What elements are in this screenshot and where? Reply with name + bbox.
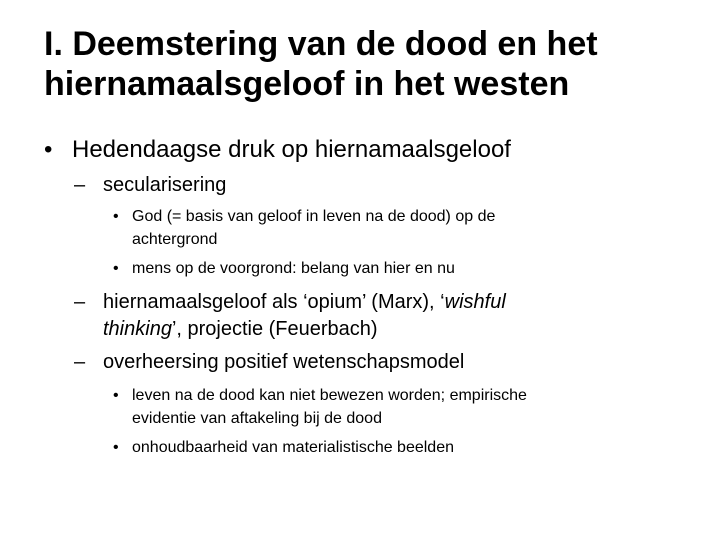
point-leven-line-1: leven na de dood kan niet bewezen worden; empirische	[132, 387, 527, 404]
bullet-marker: •	[113, 208, 119, 225]
wishful-text: wishful	[444, 291, 506, 313]
bullet-marker: •	[113, 387, 119, 404]
bullet-marker: •	[113, 260, 119, 277]
projectie-text: ’, projectie (Feuerbach)	[171, 318, 378, 340]
opium-text: hiernamaalsgeloof als ‘opium’ (Marx), ‘	[103, 291, 445, 313]
sub-item-opium-line-2	[103, 316, 378, 343]
bullet-item-heading: Hedendaagse druk op hiernamaalsgeloof	[72, 136, 511, 163]
title-line-1: I. Deemstering van de dood en het	[44, 25, 598, 63]
sub-item-wetenschapsmodel: overheersing positief wetenschapsmodel	[103, 351, 465, 373]
dash-marker: –	[74, 291, 86, 313]
point-materialistische: onhoudbaarheid van materialistische beelden	[132, 439, 454, 456]
dash-marker: –	[74, 351, 86, 373]
point-god-line-2: achtergrond	[132, 231, 218, 248]
point-god-line-1: God (= basis van geloof in leven na de dood) op de	[132, 208, 496, 225]
dash-marker: –	[74, 174, 86, 196]
bullet-marker: •	[44, 136, 53, 163]
title-line-2: hiernamaalsgeloof in het westen	[44, 65, 570, 103]
thinking-text: thinking	[103, 318, 172, 340]
point-leven-line-2: evidentie van aftakeling bij de dood	[132, 410, 382, 427]
sub-item-opium-line-1	[103, 289, 506, 316]
point-mens: mens op de voorgrond: belang van hier en nu	[132, 260, 455, 277]
bullet-marker: •	[113, 439, 119, 456]
sub-item-secularisering: secularisering	[103, 174, 227, 196]
